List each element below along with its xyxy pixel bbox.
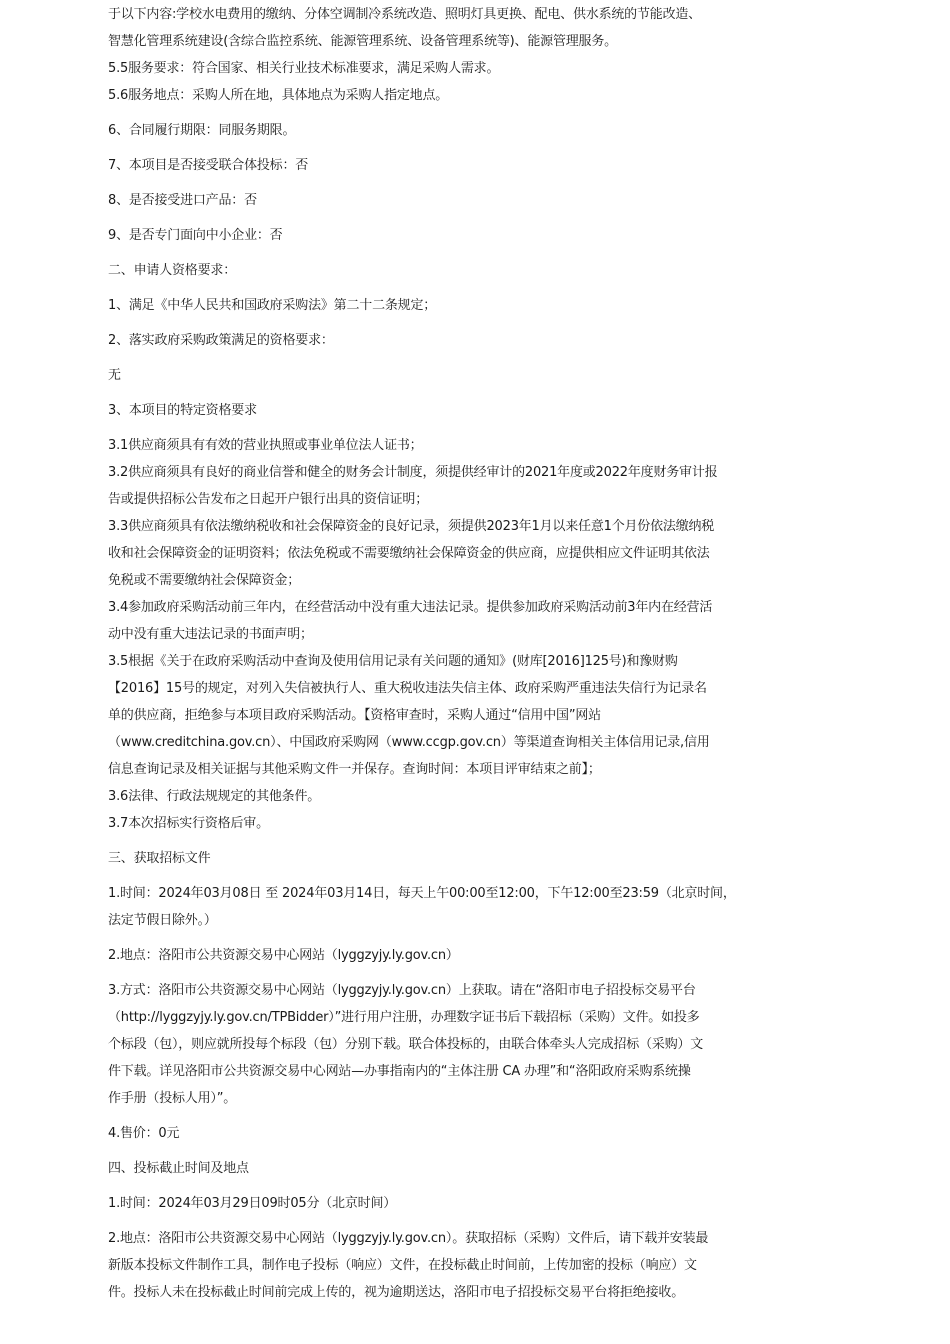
service-requirement: 5.5服务要求：符合国家、相关行业技术标准要求，满足采购人需求。 [108, 61, 500, 76]
document-price: 4.售价：0元 [108, 1126, 180, 1141]
service-location: 5.6服务地点：采购人所在地，具体地点为采购人指定地点。 [108, 88, 449, 103]
requirement-3: 3、本项目的特定资格要求 [108, 403, 257, 418]
deadline-time: 1.时间：2024年03月29日09时05分（北京时间） [108, 1196, 397, 1211]
text-line: 件下载。详见洛阳市公共资源交易中心网站—办事指南内的“主体注册 CA 办理”和“洛阳政府采购系统操 [108, 1064, 691, 1079]
text-line: 法定节假日除外。） [108, 913, 217, 928]
sme-only: 9、是否专门面向中小企业：否 [108, 228, 283, 243]
text-line: 信息查询记录及相关证据与其他采购文件一并保存。查询时间：本项目评审结束之前】； [108, 762, 601, 777]
requirement-3-4 [108, 594, 753, 648]
text-line: （www.creditchina.gov.cn）、中国政府采购网（www.ccgp.gov.cn）等渠道查询相关主体信用记录,信用 [108, 735, 710, 750]
requirement-3-3 [108, 513, 753, 594]
text-line: 3.4参加政府采购活动前三年内，在经营活动中没有重大违法记录。提供参加政府采购活动前3年内在经营活 [108, 600, 713, 615]
text-line: （http://lyggzyjy.ly.gov.cn/TPBidder）”进行用户注册，办理数字证书后下载招标（采购）文件。如投多 [108, 1010, 700, 1025]
section-heading-deadline: 四、投标截止时间及地点 [108, 1161, 249, 1176]
text-line: 于以下内容:学校水电费用的缴纳、分体空调制冷系统改造、照明灯具更换、配电、供水系统的节能改造、 [108, 7, 701, 22]
requirement-3-5 [108, 648, 753, 783]
text-line: 3.2供应商须具有良好的商业信誉和健全的财务会计制度，须提供经审计的2021年度或2022年度财务审计报 [108, 465, 718, 480]
requirement-3-6: 3.6法律、行政法规规定的其他条件。 [108, 789, 321, 804]
text-line: 新版本投标文件制作工具，制作电子投标（响应）文件，在投标截止时间前，上传加密的投标（响应）文 [108, 1258, 697, 1273]
requirement-2: 2、落实政府采购政策满足的资格要求： [108, 333, 334, 348]
section-heading-qualifications: 二、申请人资格要求： [108, 263, 237, 278]
text-line: 作手册（投标人用）”。 [108, 1091, 237, 1106]
section-heading-obtain-documents: 三、获取招标文件 [108, 851, 211, 866]
document-page [108, 0, 753, 1306]
contract-period: 6、合同履行期限：同服务期限。 [108, 123, 296, 138]
text-line: 3.5根据《关于在政府采购活动中查询及使用信用记录有关问题的通知》(财库[2016]125号)和豫财购 [108, 654, 678, 669]
text-line: 1.时间：2024年03月08日 至 2024年03月14日，每天上午00:00至12:00，下午12:00至23:59（北京时间， [108, 886, 736, 901]
text-line: 免税或不需要缴纳社会保障资金； [108, 573, 301, 588]
text-line: 动中没有重大违法记录的书面声明； [108, 627, 313, 642]
requirement-3-7: 3.7本次招标实行资格后审。 [108, 816, 269, 831]
requirement-2-value: 无 [108, 368, 121, 383]
text-line: 3.方式：洛阳市公共资源交易中心网站（lyggzyjy.ly.gov.cn）上获取。请在“洛阳市电子招投标交易平台 [108, 983, 696, 998]
consortium-bidding: 7、本项目是否接受联合体投标：否 [108, 158, 309, 173]
obtain-time [108, 880, 753, 934]
text-line: 告或提供招标公告发布之日起开户银行出具的资信证明； [108, 492, 429, 507]
deadline-place [108, 1225, 753, 1306]
requirement-1: 1、满足《中华人民共和国政府采购法》第二十二条规定； [108, 298, 437, 313]
intro-paragraph [108, 1, 753, 109]
import-products: 8、是否接受进口产品：否 [108, 193, 257, 208]
text-line: 【2016】15号的规定，对列入失信被执行人、重大税收违法失信主体、政府采购严重违法失信行为记录名 [108, 681, 707, 696]
text-line: 3.3供应商须具有依法缴纳税收和社会保障资金的良好记录，须提供2023年1月以来任意1个月份依法缴纳税 [108, 519, 715, 534]
text-line: 2.地点：洛阳市公共资源交易中心网站（lyggzyjy.ly.gov.cn）。获取招标（采购）文件后，请下载并安装最 [108, 1231, 709, 1246]
obtain-method [108, 977, 753, 1112]
text-line: 件。投标人未在投标截止时间前完成上传的，视为逾期送达，洛阳市电子招投标交易平台将拒绝接收。 [108, 1285, 685, 1300]
requirement-3-2 [108, 459, 753, 513]
obtain-place: 2.地点：洛阳市公共资源交易中心网站（lyggzyjy.ly.gov.cn） [108, 948, 459, 963]
text-line: 智慧化管理系统建设(含综合监控系统、能源管理系统、设备管理系统等)、能源管理服务。 [108, 34, 617, 49]
text-line: 收和社会保障资金的证明资料；依法免税或不需要缴纳社会保障资金的供应商，应提供相应文件证明其依法 [108, 546, 710, 561]
text-line: 单的供应商，拒绝参与本项目政府采购活动。【资格审查时，采购人通过“信用中国”网站 [108, 708, 601, 723]
text-line: 个标段（包），则应就所投每个标段（包）分别下载。联合体投标的，由联合体牵头人完成招标（采购）文 [108, 1037, 704, 1052]
requirement-3-1 [108, 432, 753, 459]
text-line: 3.1供应商须具有有效的营业执照或事业单位法人证书； [108, 438, 423, 453]
